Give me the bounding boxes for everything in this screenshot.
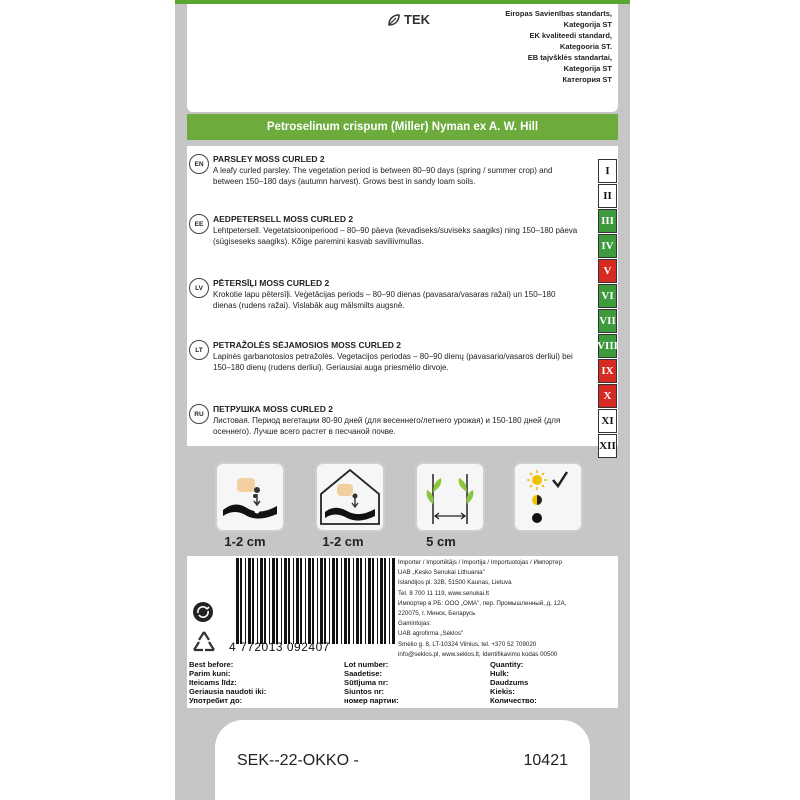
importer-info [398, 558, 616, 660]
field-label: Lot number: [344, 660, 389, 669]
barcode-bar [324, 558, 326, 644]
barcode-bar [341, 558, 342, 644]
barcode-bar [269, 558, 270, 644]
lang-text: Lapinės garbanotosios petražolės. Vegetacijos periodas – 80–90 dienų (pavasario/vasaros derliui) bei 150–180 dienų (rudens derliui). Geriausiai auga priesmėlio dirvoje. [213, 352, 573, 372]
barcode [232, 558, 402, 644]
lang-title: ПЕТРУШКА MOSS CURLED 2 [213, 404, 333, 414]
barcode-bar [332, 558, 335, 644]
barcode-bar [368, 558, 371, 644]
barcode-bar [353, 558, 354, 644]
field-label: Количество: [490, 696, 537, 706]
barcode-bar [377, 558, 378, 644]
lot-number-labels [344, 660, 399, 705]
importer-line: Smėlio g. 8, LT-10324 Vilnius, tel. +370 52 709020 [398, 640, 537, 648]
barcode-bar [281, 558, 282, 644]
lang-text: A leafy curled parsley. The vegetation period is between 80–90 days (spring / summer crop) and between 150–180 days (autumn harvest). Grows best in sandy loam soils. [213, 166, 553, 186]
cert-line: EB tajvšklės standartai, Kategorija ST [527, 53, 612, 73]
month-cell: III [598, 209, 617, 233]
quantity-labels [490, 660, 537, 705]
sow-depth-open-field-icon [215, 462, 285, 532]
importer-line: UAB agrofirma „Sėklos" [398, 630, 464, 638]
barcode-bar [344, 558, 347, 644]
lang-code-badge: LT [189, 340, 209, 360]
importer-line: Импортер в РБ: ООО „ОМА", пер. Промышленный, д. 12А, [398, 599, 567, 607]
barcode-bar [372, 558, 374, 644]
recycle-circle-icon [191, 600, 215, 624]
barcode-number: 4 772013 092407 [229, 640, 330, 654]
tek-logo [387, 12, 430, 27]
barcode-bar [236, 558, 239, 644]
barcode-bar [392, 558, 395, 644]
cert-line: Категория ST [562, 75, 612, 84]
barcode-bar [336, 558, 338, 644]
field-label: Parim kuni: [189, 669, 231, 679]
month-cell: VII [598, 309, 617, 333]
importer-line: UAB „Kesko Senukai Lithuania" [398, 569, 485, 577]
certification-text [502, 8, 612, 85]
field-label: Best before: [189, 660, 234, 669]
barcode-bar [300, 558, 302, 644]
barcode-bar [384, 558, 386, 644]
importer-line: info@seklos.pl, www.seklos.lt, Identifikavimo kodas 00500 [398, 650, 558, 658]
sun-shade-icon [513, 462, 583, 532]
lang-text: Lehtpetersell. Vegetatsiooniperiood – 80–90 päeva (kevadiseks/suviseks saagiks) ning 150–180 päeva (sügiseseks saagiks). Kõige paremini kasvab saviliivmullas. [213, 226, 578, 246]
importer-line: Gamintojas: [398, 620, 432, 628]
field-label: Geriausia naudoti iki: [189, 687, 267, 697]
icon-label: 1-2 cm [224, 534, 266, 549]
brand-name: TEK [404, 12, 430, 27]
lang-title: PARSLEY MOSS CURLED 2 [213, 154, 325, 164]
leaf-icon [387, 13, 401, 27]
field-label: Sūtījuma nr: [344, 678, 389, 688]
barcode-bar [272, 558, 275, 644]
barcode-bar [308, 558, 311, 644]
barcode-bar [293, 558, 294, 644]
growing-icons-row [215, 462, 595, 532]
barcode-bar [312, 558, 314, 644]
barcode-bar [252, 558, 254, 644]
lang-text: Krokotie lapu pētersīļi. Veģetācijas periods – 80–90 dienas (pavasara/vasaras ražai) un 150–180 dienas (rudens ražai). Vislabāk aug mālsmilts augsnē. [213, 290, 556, 310]
barcode-bar [356, 558, 359, 644]
barcode-bar [248, 558, 251, 644]
barcode-bar [389, 558, 390, 644]
month-cell: IX [598, 359, 617, 383]
barcode-bar [264, 558, 266, 644]
sow-depth-greenhouse-icon [315, 462, 385, 532]
field-label: Kiekis: [490, 687, 515, 697]
lot-box [215, 720, 590, 800]
recycle-triangle-icon [191, 630, 217, 654]
brand-card [187, 4, 618, 112]
importer-line: 220075, г. Минск, Беларусь [398, 610, 476, 618]
barcode-bar [245, 558, 246, 644]
cert-line: Eiropas Savienības standarts, Kategorija ST [505, 9, 612, 29]
month-cell: XII [598, 434, 617, 458]
lang-title: AEDPETERSELL MOSS CURLED 2 [213, 214, 354, 224]
field-label: Iteicams līdz: [189, 678, 237, 688]
lang-code-badge: EE [189, 214, 209, 234]
field-label: Употребит до: [189, 696, 243, 706]
lot-number: 10421 [523, 752, 568, 769]
field-label: Siuntos nr: [344, 687, 385, 697]
month-cell: VIII [598, 334, 617, 358]
barcode-bar [329, 558, 330, 644]
seed-packet-back [175, 0, 630, 800]
barcode-bar [296, 558, 299, 644]
barcode-bar [240, 558, 242, 644]
best-before-labels [189, 660, 266, 705]
barcode-bar [365, 558, 366, 644]
barcode-bar [360, 558, 362, 644]
lang-text: Листовая. Период вегетации 80-90 дней (для весеннего/летнего урожая) и 150-180 дней (для осеннего). Лучше всего растет в песчаной почве. [213, 416, 561, 436]
month-cell: II [598, 184, 617, 208]
field-label: Daudzums [490, 678, 529, 688]
barcode-bar [276, 558, 278, 644]
importer-line: Importer / Importētājs / Importija / Importuotojas / Импортер [398, 559, 562, 566]
icon-label: 5 cm [426, 534, 456, 549]
month-cell: IV [598, 234, 617, 258]
barcode-bar [320, 558, 323, 644]
field-label: номер партии: [344, 696, 399, 706]
month-cell: XI [598, 409, 617, 433]
cert-line: EK kvaliteedi standard, Kategooria ST. [529, 31, 612, 51]
barcode-bar [348, 558, 350, 644]
info-card [187, 556, 618, 708]
month-cell: VI [598, 284, 617, 308]
month-cell: X [598, 384, 617, 408]
importer-line: Islandijos pl. 32B, 51500 Kaunas, Lietuva [398, 579, 512, 587]
barcode-bar [317, 558, 318, 644]
lang-title: PETRAŽOLĖS SĖJAMOSIOS MOSS CURLED 2 [213, 340, 401, 350]
lot-code: SEK--22-OKKO - [237, 752, 359, 769]
latin-name-bar [187, 114, 618, 140]
latin-name: Petroselinum crispum (Miller) Nyman ex A. W. Hill [266, 121, 539, 133]
barcode-bar [288, 558, 290, 644]
barcode-bar [305, 558, 306, 644]
barcode-bar [380, 558, 383, 644]
barcode-bar [260, 558, 263, 644]
field-label: Hulk: [490, 669, 509, 679]
plant-spacing-icon [415, 462, 485, 532]
icon-label: 1-2 cm [322, 534, 364, 549]
importer-line: Tel. 8 700 11 119, www.senukai.lt [398, 589, 489, 597]
field-label: Quantity: [490, 660, 524, 669]
lang-title: PĒTERSĪĻI MOSS CURLED 2 [213, 278, 330, 288]
sowing-calendar [598, 158, 617, 458]
month-cell: V [598, 259, 617, 283]
month-cell: I [598, 159, 617, 183]
lang-code-badge: LV [189, 278, 209, 298]
description-card [187, 146, 618, 452]
field-label: Saadetise: [344, 669, 382, 679]
lang-code-badge: EN [189, 154, 209, 174]
barcode-bar [284, 558, 287, 644]
lang-code-badge: RU [189, 404, 209, 424]
barcode-bar [257, 558, 258, 644]
